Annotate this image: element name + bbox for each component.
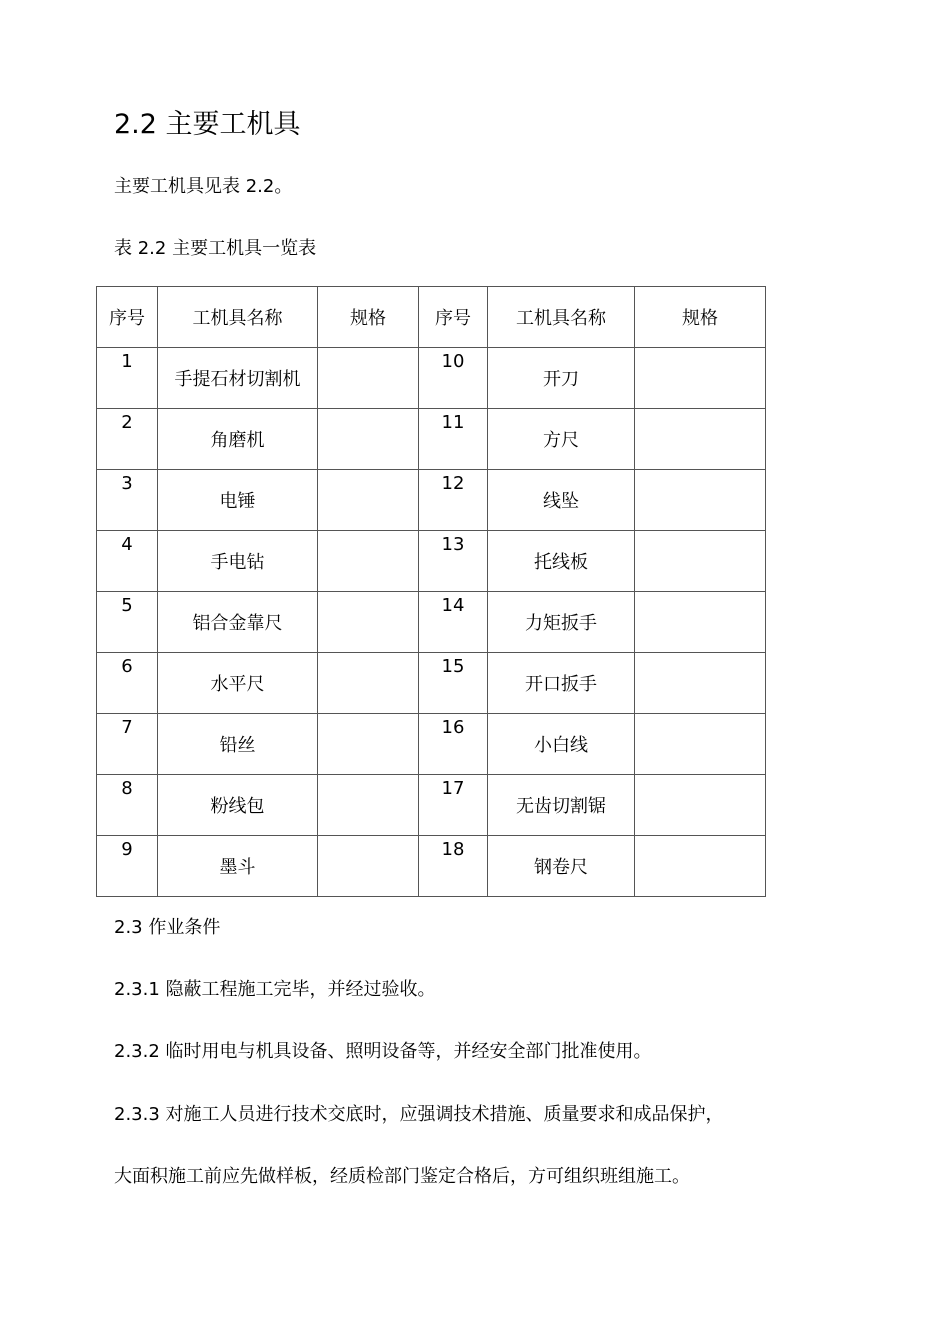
header-right-no: 序号 bbox=[419, 287, 488, 348]
cell-left-no: 5 bbox=[97, 592, 158, 653]
cell-left-spec bbox=[318, 531, 419, 592]
section-heading-2-2: 2.2 主要工机具 bbox=[114, 109, 301, 140]
table-row bbox=[97, 348, 766, 409]
cell-left-name: 粉线包 bbox=[158, 775, 318, 836]
cell-left-spec bbox=[318, 592, 419, 653]
cell-left-no: 4 bbox=[97, 531, 158, 592]
cell-left-name: 电锤 bbox=[158, 470, 318, 531]
cell-right-no: 11 bbox=[419, 409, 488, 470]
cell-left-no: 3 bbox=[97, 470, 158, 531]
cell-left-no: 9 bbox=[97, 836, 158, 897]
cell-right-no: 15 bbox=[419, 653, 488, 714]
table-row bbox=[97, 470, 766, 531]
condition-item-2: 2.3.2 临时用电与机具设备、照明设备等，并经安全部门批准使用。 bbox=[114, 1041, 652, 1062]
cell-right-spec bbox=[635, 592, 766, 653]
header-left-name: 工机具名称 bbox=[158, 287, 318, 348]
cell-right-name: 开口扳手 bbox=[488, 653, 635, 714]
table-row bbox=[97, 836, 766, 897]
header-right-spec: 规格 bbox=[635, 287, 766, 348]
cell-right-no: 17 bbox=[419, 775, 488, 836]
cell-right-no: 14 bbox=[419, 592, 488, 653]
header-right-name: 工机具名称 bbox=[488, 287, 635, 348]
cell-right-spec bbox=[635, 409, 766, 470]
tools-table bbox=[96, 286, 766, 897]
cell-right-name: 托线板 bbox=[488, 531, 635, 592]
cell-left-spec bbox=[318, 409, 419, 470]
table-row bbox=[97, 653, 766, 714]
header-left-no: 序号 bbox=[97, 287, 158, 348]
cell-right-no: 13 bbox=[419, 531, 488, 592]
table-row bbox=[97, 775, 766, 836]
table-caption: 表 2.2 主要工机具一览表 bbox=[114, 238, 317, 259]
condition-item-3-line-2: 大面积施工前应先做样板，经质检部门鉴定合格后，方可组织班组施工。 bbox=[114, 1166, 690, 1187]
cell-left-name: 铝合金靠尺 bbox=[158, 592, 318, 653]
cell-right-no: 16 bbox=[419, 714, 488, 775]
cell-right-name: 方尺 bbox=[488, 409, 635, 470]
cell-right-name: 无齿切割锯 bbox=[488, 775, 635, 836]
cell-right-name: 力矩扳手 bbox=[488, 592, 635, 653]
cell-left-name: 水平尺 bbox=[158, 653, 318, 714]
cell-right-name: 线坠 bbox=[488, 470, 635, 531]
cell-right-no: 18 bbox=[419, 836, 488, 897]
cell-right-no: 10 bbox=[419, 348, 488, 409]
cell-left-no: 6 bbox=[97, 653, 158, 714]
cell-left-no: 8 bbox=[97, 775, 158, 836]
cell-right-spec bbox=[635, 775, 766, 836]
intro-paragraph: 主要工机具见表 2.2。 bbox=[114, 176, 293, 197]
cell-left-name: 手电钻 bbox=[158, 531, 318, 592]
cell-right-spec bbox=[635, 531, 766, 592]
table-row bbox=[97, 409, 766, 470]
cell-left-spec bbox=[318, 836, 419, 897]
cell-left-spec bbox=[318, 775, 419, 836]
cell-left-no: 1 bbox=[97, 348, 158, 409]
cell-left-spec bbox=[318, 348, 419, 409]
section-heading-2-3: 2.3 作业条件 bbox=[114, 917, 221, 938]
cell-right-spec bbox=[635, 653, 766, 714]
header-left-spec: 规格 bbox=[318, 287, 419, 348]
table-header-row bbox=[97, 287, 766, 348]
cell-left-no: 7 bbox=[97, 714, 158, 775]
table-row bbox=[97, 592, 766, 653]
condition-item-3-line-1: 2.3.3 对施工人员进行技术交底时，应强调技术措施、质量要求和成品保护， bbox=[114, 1104, 724, 1125]
cell-right-spec bbox=[635, 470, 766, 531]
cell-left-no: 2 bbox=[97, 409, 158, 470]
cell-right-name: 小白线 bbox=[488, 714, 635, 775]
cell-left-spec bbox=[318, 653, 419, 714]
cell-right-spec bbox=[635, 714, 766, 775]
cell-right-spec bbox=[635, 836, 766, 897]
cell-left-name: 墨斗 bbox=[158, 836, 318, 897]
cell-left-spec bbox=[318, 714, 419, 775]
cell-right-no: 12 bbox=[419, 470, 488, 531]
cell-right-name: 钢卷尺 bbox=[488, 836, 635, 897]
table-row bbox=[97, 531, 766, 592]
cell-left-name: 手提石材切割机 bbox=[158, 348, 318, 409]
condition-item-1: 2.3.1 隐蔽工程施工完毕，并经过验收。 bbox=[114, 979, 436, 1000]
cell-left-spec bbox=[318, 470, 419, 531]
table-row bbox=[97, 714, 766, 775]
cell-left-name: 角磨机 bbox=[158, 409, 318, 470]
cell-right-name: 开刀 bbox=[488, 348, 635, 409]
cell-right-spec bbox=[635, 348, 766, 409]
cell-left-name: 铅丝 bbox=[158, 714, 318, 775]
